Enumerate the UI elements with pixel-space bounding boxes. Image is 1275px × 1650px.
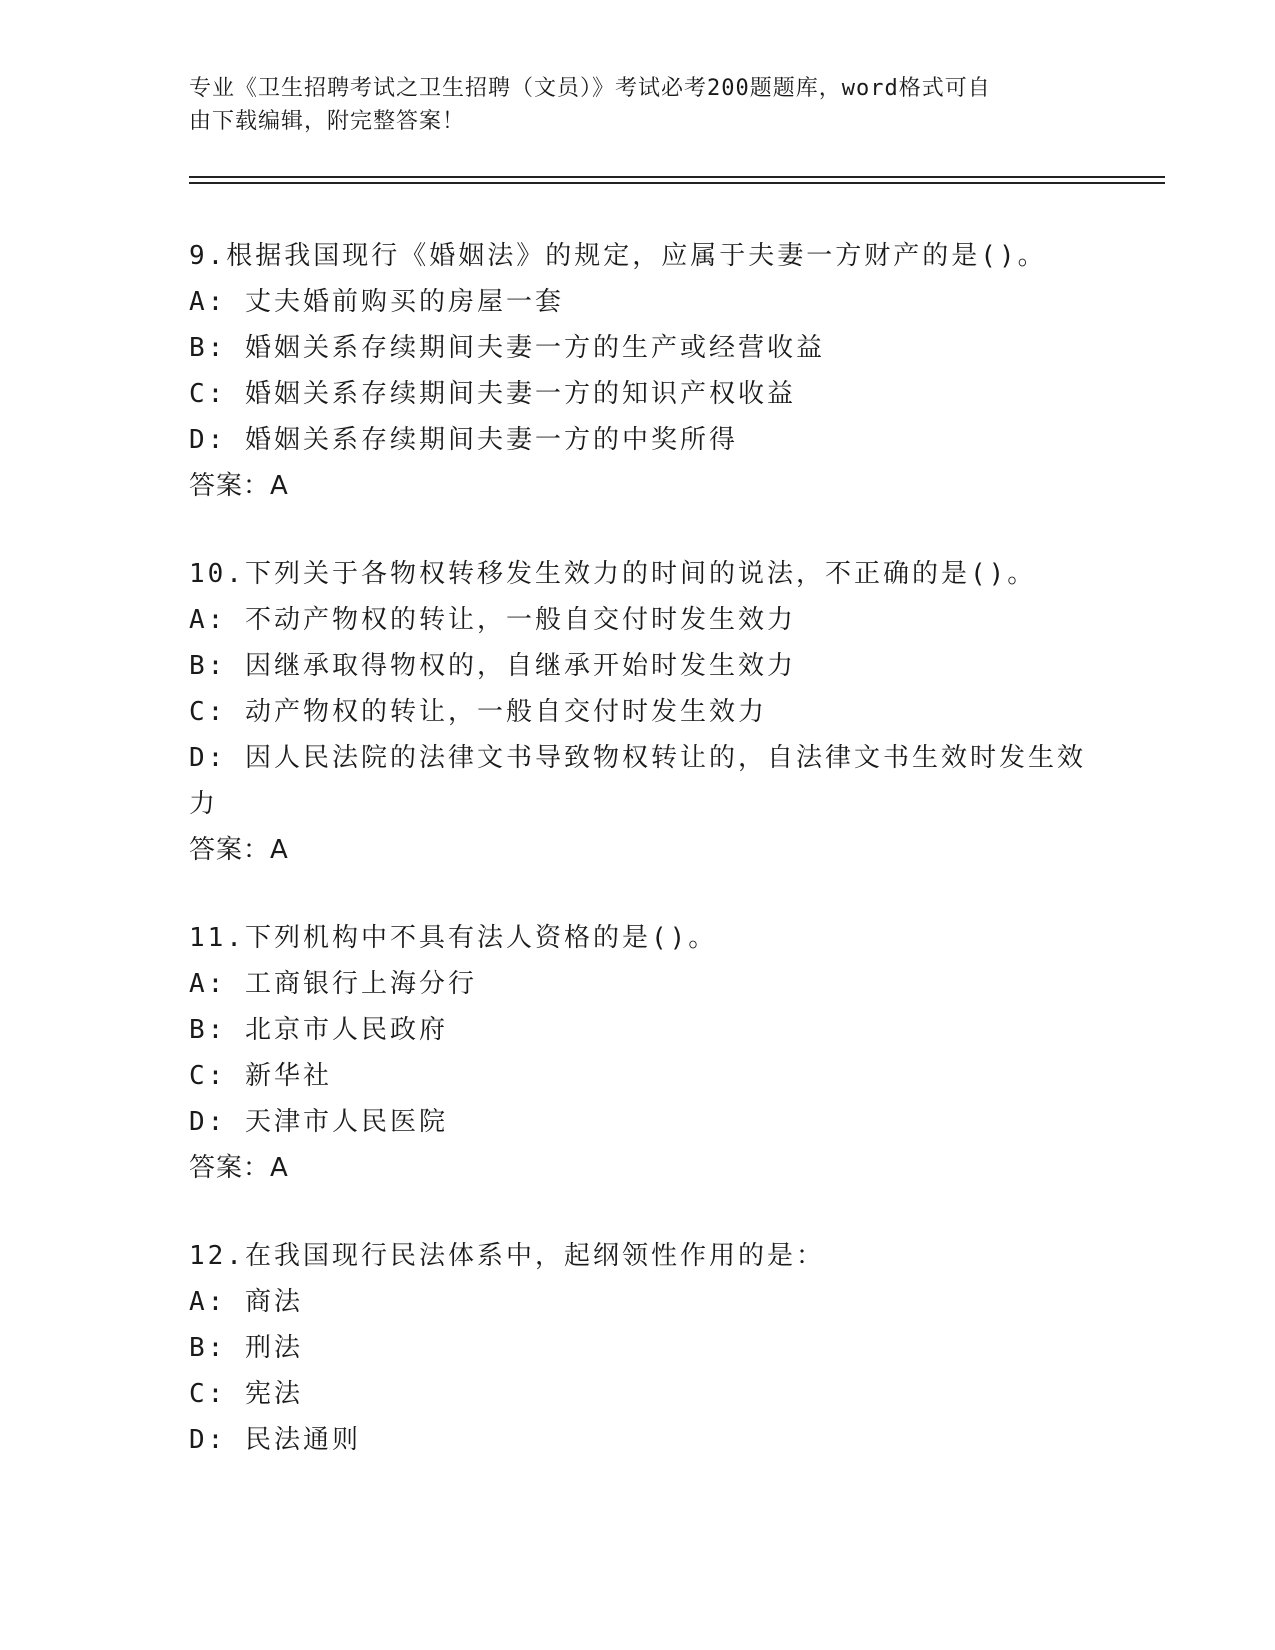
option-a: A: 丈夫婚前购买的房屋一套 <box>189 287 564 317</box>
option-letter: D <box>189 1107 208 1137</box>
option-letter: D <box>189 743 208 773</box>
option-text: 婚姻关系存续期间夫妻一方的生产或经营收益 <box>244 333 825 363</box>
question-10 <box>189 551 1089 873</box>
option-letter: A <box>189 969 208 999</box>
question-stem: 11.下列机构中不具有法人资格的是()。 <box>189 923 718 953</box>
option-letter: C <box>189 1379 208 1409</box>
option-a: A: 不动产物权的转让，一般自交付时发生效力 <box>189 605 796 635</box>
option-text: 因人民法院的法律文书导致物权转让的，自法律文书生效时发生效力 <box>189 743 1086 819</box>
option-letter: D <box>189 1425 208 1455</box>
question-9 <box>189 233 1089 509</box>
option-letter: C <box>189 697 208 727</box>
option-text: 婚姻关系存续期间夫妻一方的中奖所得 <box>244 425 738 455</box>
question-stem: 12.在我国现行民法体系中，起纲领性作用的是： <box>189 1241 825 1271</box>
option-c: C: 宪法 <box>189 1379 303 1409</box>
question-stem: 9.根据我国现行《婚姻法》的规定，应属于夫妻一方财产的是()。 <box>189 241 1047 271</box>
document-header <box>189 72 1089 138</box>
option-letter: C <box>189 1061 208 1091</box>
header-divider-top <box>189 176 1165 178</box>
option-b: B: 婚姻关系存续期间夫妻一方的生产或经营收益 <box>189 333 825 363</box>
question-stem: 10.下列关于各物权转移发生效力的时间的说法，不正确的是()。 <box>189 559 1037 589</box>
option-b: B: 刑法 <box>189 1333 303 1363</box>
question-list <box>189 233 1089 1505</box>
option-d: D: 民法通则 <box>189 1425 361 1455</box>
header-line-1: 专业《卫生招聘考试之卫生招聘（文员）》考试必考200题题库，word格式可自 <box>189 76 991 101</box>
option-text: 因继承取得物权的，自继承开始时发生效力 <box>244 651 796 681</box>
option-letter: A <box>189 287 208 317</box>
option-text: 婚姻关系存续期间夫妻一方的知识产权收益 <box>244 379 796 409</box>
answer-line: 答案：A <box>189 835 289 865</box>
option-text: 商法 <box>244 1287 303 1317</box>
option-text: 新华社 <box>244 1061 332 1091</box>
option-letter: B <box>189 1015 208 1045</box>
option-c: C: 新华社 <box>189 1061 332 1091</box>
answer-line: 答案：A <box>189 471 289 501</box>
option-letter: D <box>189 425 208 455</box>
option-letter: B <box>189 333 208 363</box>
option-a: A: 商法 <box>189 1287 303 1317</box>
header-divider-bottom <box>189 182 1165 184</box>
option-letter: C <box>189 379 208 409</box>
question-11 <box>189 915 1089 1191</box>
option-text: 工商银行上海分行 <box>244 969 477 999</box>
option-text: 动产物权的转让，一般自交付时发生效力 <box>244 697 767 727</box>
option-c: C: 动产物权的转让，一般自交付时发生效力 <box>189 697 767 727</box>
option-text: 天津市人民医院 <box>244 1107 448 1137</box>
option-text: 北京市人民政府 <box>244 1015 448 1045</box>
option-letter: A <box>189 1287 208 1317</box>
question-12 <box>189 1233 1089 1463</box>
option-d: D: 天津市人民医院 <box>189 1107 448 1137</box>
option-letter: B <box>189 651 208 681</box>
option-text: 不动产物权的转让，一般自交付时发生效力 <box>244 605 796 635</box>
option-d: D: 因人民法院的法律文书导致物权转让的，自法律文书生效时发生效力 <box>189 743 1086 819</box>
option-d: D: 婚姻关系存续期间夫妻一方的中奖所得 <box>189 425 738 455</box>
option-text: 丈夫婚前购买的房屋一套 <box>244 287 564 317</box>
option-text: 刑法 <box>244 1333 303 1363</box>
answer-line: 答案：A <box>189 1153 289 1183</box>
header-line-2: 由下载编辑，附完整答案！ <box>189 109 466 134</box>
option-b: B: 北京市人民政府 <box>189 1015 448 1045</box>
option-text: 宪法 <box>244 1379 303 1409</box>
option-c: C: 婚姻关系存续期间夫妻一方的知识产权收益 <box>189 379 796 409</box>
option-letter: B <box>189 1333 208 1363</box>
option-letter: A <box>189 605 208 635</box>
option-b: B: 因继承取得物权的，自继承开始时发生效力 <box>189 651 796 681</box>
option-a: A: 工商银行上海分行 <box>189 969 477 999</box>
option-text: 民法通则 <box>244 1425 361 1455</box>
